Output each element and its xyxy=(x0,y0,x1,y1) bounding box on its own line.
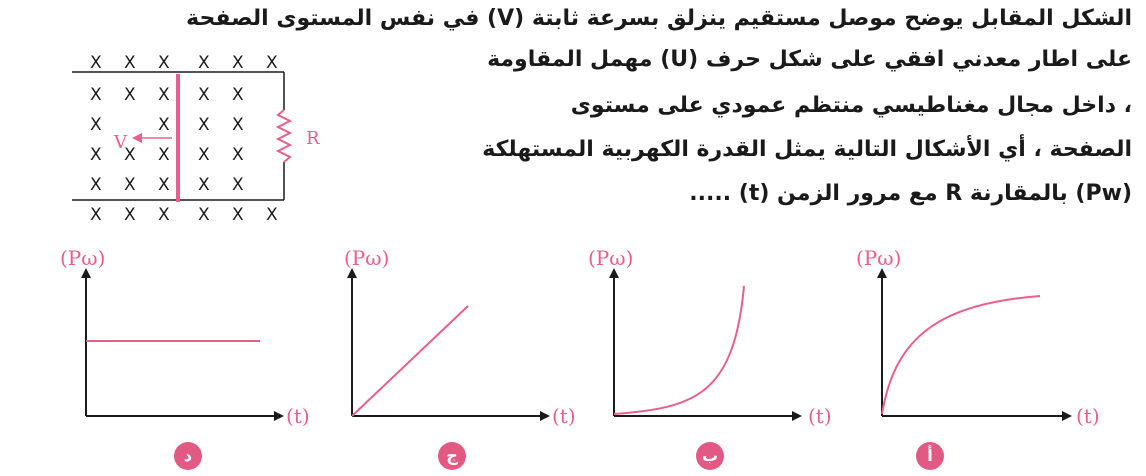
x-axis-arrow xyxy=(1062,411,1072,421)
question-line-3: ، داخل مجال مغناطيسي منتظم عمودي على مستوى xyxy=(570,93,1132,118)
field-cross: X xyxy=(198,205,210,225)
question-line-1: الشكل المقابل يوضح موصل مستقيم ينزلق بسرعة ثابتة (V) في نفس المستوى الصفحة xyxy=(186,6,1132,31)
field-cross: X xyxy=(232,115,244,135)
y-axis-label: (Pω) xyxy=(588,246,634,270)
graph-option-c xyxy=(330,246,580,476)
question-line-2: على اطار معدني افقي على شكل حرف (U) مهمل المقاومة xyxy=(487,47,1132,72)
circuit-diagram xyxy=(72,52,372,232)
question-line-4: الصفحة ، أي الأشكال التالية يمثل القدرة الكهربية المستهلكة xyxy=(482,137,1132,162)
field-cross: X xyxy=(198,85,210,105)
field-cross: X xyxy=(198,175,210,195)
field-cross: X xyxy=(90,53,102,73)
y-axis-label: (Pω) xyxy=(60,246,106,270)
field-cross: X xyxy=(232,85,244,105)
x-axis-arrow xyxy=(792,411,802,421)
field-cross: X xyxy=(90,205,102,225)
x-axis-label: (t) xyxy=(808,404,832,428)
field-cross: X xyxy=(232,175,244,195)
y-axis-label: (Pω) xyxy=(856,246,902,270)
x-axis-label: (t) xyxy=(286,404,310,428)
choice-badge-c[interactable]: ج xyxy=(438,442,466,470)
graph-d-svg xyxy=(60,246,310,446)
resistor-label: R xyxy=(306,128,320,149)
velocity-arrow-head xyxy=(132,133,142,143)
y-axis-label: (Pω) xyxy=(344,246,390,270)
question-line-5: (Pw) بالمقارنة R مع مرور الزمن (t) ..... xyxy=(689,181,1132,206)
power-curve-concave-up xyxy=(614,286,744,414)
field-cross: X xyxy=(90,175,102,195)
field-cross: X xyxy=(158,85,170,105)
field-cross: X xyxy=(90,85,102,105)
field-cross: X xyxy=(232,205,244,225)
graph-option-b xyxy=(584,246,834,476)
field-cross: X xyxy=(124,175,136,195)
graph-b-svg xyxy=(584,246,834,446)
field-cross: X xyxy=(158,175,170,195)
choice-badge-d[interactable]: د xyxy=(174,442,202,470)
field-cross: X xyxy=(232,145,244,165)
field-cross: X xyxy=(158,145,170,165)
x-axis-arrow xyxy=(274,411,284,421)
resistor-symbol xyxy=(278,110,290,162)
velocity-label: V xyxy=(114,132,127,153)
graph-option-d xyxy=(60,246,310,476)
circuit-figure xyxy=(72,52,372,232)
field-cross: X xyxy=(158,115,170,135)
field-cross: X xyxy=(198,115,210,135)
field-cross: X xyxy=(266,53,278,73)
field-cross: X xyxy=(198,53,210,73)
choice-badge-a[interactable]: أ xyxy=(916,442,944,470)
field-cross: X xyxy=(124,145,136,165)
field-cross: X xyxy=(90,145,102,165)
field-cross: X xyxy=(124,85,136,105)
x-axis-label: (t) xyxy=(552,404,576,428)
field-cross: X xyxy=(198,145,210,165)
choice-badge-b[interactable]: ب xyxy=(696,442,724,470)
x-axis-label: (t) xyxy=(1076,404,1100,428)
graph-option-a xyxy=(850,246,1100,476)
field-cross: X xyxy=(124,53,136,73)
field-cross: X xyxy=(266,205,278,225)
field-cross: X xyxy=(158,53,170,73)
x-axis-arrow xyxy=(540,411,550,421)
power-curve-linear xyxy=(352,306,468,416)
graph-a-svg xyxy=(850,246,1100,446)
field-cross: X xyxy=(124,205,136,225)
field-cross: X xyxy=(90,115,102,135)
field-cross: X xyxy=(232,53,244,73)
graph-c-svg xyxy=(330,246,580,446)
power-curve-concave-down xyxy=(882,296,1040,414)
field-cross: X xyxy=(158,205,170,225)
